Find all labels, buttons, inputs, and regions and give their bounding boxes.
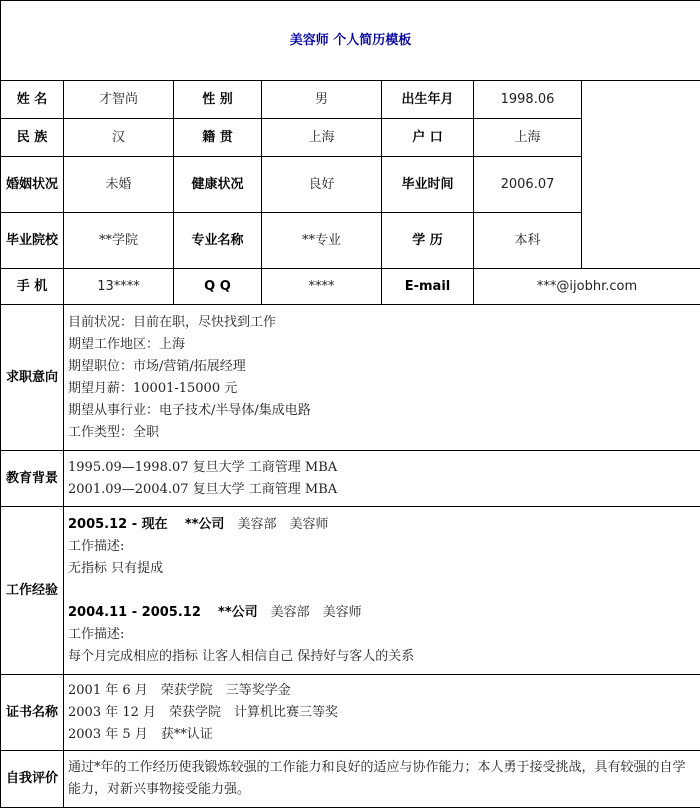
- phone-label: 手 机: [1, 269, 64, 305]
- job-header: [68, 514, 696, 536]
- grad-time-label: 毕业时间: [382, 157, 474, 213]
- name-label: 姓 名: [1, 81, 64, 119]
- email-value: ***@ijobhr.com: [474, 269, 700, 305]
- education-label: 教育背景: [1, 451, 64, 507]
- qq-value: ****: [262, 269, 382, 305]
- cert-entry: 2003 年 12 月 荣获学院 计算机比赛三等奖: [68, 702, 696, 724]
- ethnicity-value: 汉: [64, 119, 174, 157]
- education-entry: 2001.09—2004.07 复旦大学 工商管理 MBA: [68, 479, 696, 501]
- origin-label: 籍 贯: [174, 119, 262, 157]
- self-eval-text: 通过*年的工作经历使我锻炼较强的工作能力和良好的适应与协作能力；本人勇于接受挑战，具有较强的自学能力，对新兴事物接受能力强。: [64, 751, 700, 808]
- name-value: 才智尚: [64, 81, 174, 119]
- hukou-value: 上海: [474, 119, 582, 157]
- page-title: 美容师 个人简历模板: [1, 1, 700, 81]
- self-eval-label: 自我评价: [1, 751, 64, 808]
- degree-label: 学 历: [382, 213, 474, 269]
- intent-status: 目前状况：目前在职，尽快找到工作: [68, 312, 696, 334]
- work-label: 工作经验: [1, 507, 64, 675]
- origin-value: 上海: [262, 119, 382, 157]
- school-value: **学院: [64, 213, 174, 269]
- qq-label: Q Q: [174, 269, 262, 305]
- cert-entry: 2003 年 5 月 获**认证: [68, 724, 696, 746]
- intent-label: 求职意向: [1, 305, 64, 451]
- email-label: E-mail: [382, 269, 474, 305]
- job-period: 2004.11 - 2005.12: [68, 605, 201, 620]
- job-company: **公司: [185, 517, 225, 532]
- major-label: 专业名称: [174, 213, 262, 269]
- certs-label: 证书名称: [1, 675, 64, 751]
- job-desc: 无指标 只有提成: [68, 558, 696, 580]
- gender-value: 男: [262, 81, 382, 119]
- job-period: 2005.12 - 现在: [68, 517, 168, 532]
- job-company: **公司: [218, 605, 258, 620]
- education-content: [64, 451, 700, 507]
- gender-label: 性 别: [174, 81, 262, 119]
- certs-content: [64, 675, 700, 751]
- intent-content: [64, 305, 700, 451]
- major-value: **专业: [262, 213, 382, 269]
- work-content: [64, 507, 700, 675]
- degree-value: 本科: [474, 213, 582, 269]
- job-desc-label: 工作描述:: [68, 536, 696, 558]
- intent-salary: 期望月薪：10001-15000 元: [68, 378, 696, 400]
- job-header: [68, 602, 696, 624]
- intent-job-type: 工作类型：全职: [68, 422, 696, 444]
- marital-value: 未婚: [64, 157, 174, 213]
- intent-location: 期望工作地区：上海: [68, 334, 696, 356]
- grad-time-value: 2006.07: [474, 157, 582, 213]
- photo-area: [582, 81, 700, 269]
- cert-entry: 2001 年 6 月 荣获学院 三等奖学金: [68, 680, 696, 702]
- job-dept-role: 美容部 美容师: [237, 517, 328, 532]
- education-entry: 1995.09—1998.07 复旦大学 工商管理 MBA: [68, 457, 696, 479]
- intent-position: 期望职位：市场/营销/拓展经理: [68, 356, 696, 378]
- health-label: 健康状况: [174, 157, 262, 213]
- marital-label: 婚姻状况: [1, 157, 64, 213]
- job-desc: 每个月完成相应的指标 让客人相信自己 保持好与客人的关系: [68, 646, 696, 668]
- health-value: 良好: [262, 157, 382, 213]
- job-desc-label: 工作描述:: [68, 624, 696, 646]
- job-spacer: [68, 580, 696, 602]
- phone-value: 13****: [64, 269, 174, 305]
- birth-label: 出生年月: [382, 81, 474, 119]
- school-label: 毕业院校: [1, 213, 64, 269]
- intent-industry: 期望从事行业：电子技术/半导体/集成电路: [68, 400, 696, 422]
- ethnicity-label: 民 族: [1, 119, 64, 157]
- birth-value: 1998.06: [474, 81, 582, 119]
- job-dept-role: 美容部 美容师: [271, 605, 362, 620]
- hukou-label: 户 口: [382, 119, 474, 157]
